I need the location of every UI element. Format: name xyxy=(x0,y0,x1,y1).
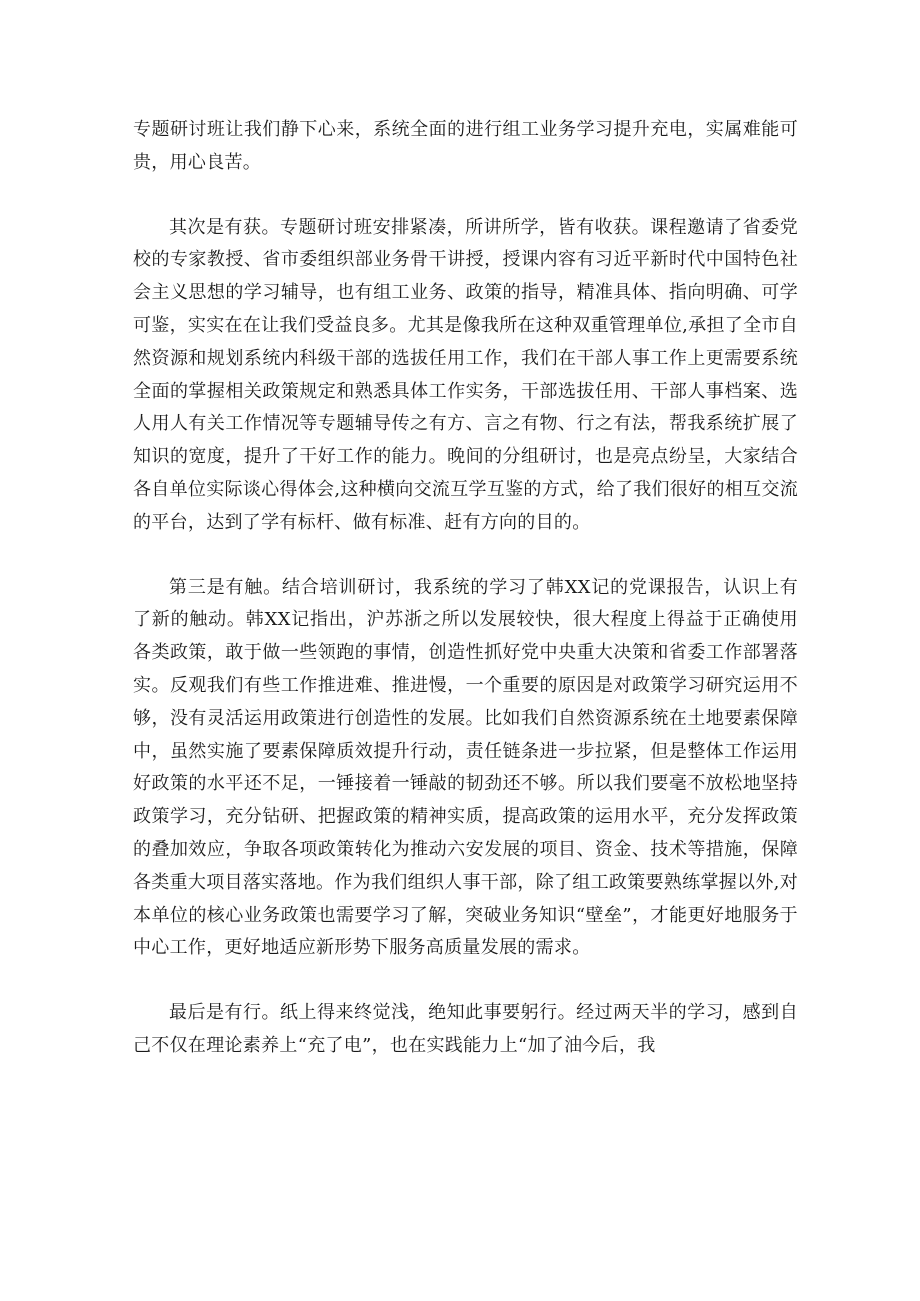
paragraph-last-action: 最后是有行。纸上得来终觉浅，绝知此事要躬行。经过两天半的学习，感到自己不仅在理论素养上“充了电”，也在实践能力上“加了油今后，我 xyxy=(133,1002,798,1056)
document-body xyxy=(133,114,798,1095)
paragraph-continuation: 专题研讨班让我们静下心来，系统全面的进行组工业务学习提升充电，实属难能可贵，用心良苦。 xyxy=(133,119,798,173)
paragraph-second-gain: 其次是有获。专题研讨班安排紧凑，所讲所学，皆有收获。课程邀请了省委党校的专家教授、省市委组织部业务骨干讲授，授课内容有习近平新时代中国特色社会主义思想的学习辅导，也有组工业务、政策的指导，精准具体、指向明确、可学可鉴，实实在在让我们受益良多。尤其是像我所在这种双重管理单位,承担了全市自然资源和规划系统内科级干部的选拔任用工作，我们在干部人事工作上更需要系统全面的掌握相关政策规定和熟悉具体工作实务，干部选拔任用、干部人事档案、选人用人有关工作情况等专题辅导传之有方、言之有物、行之有法，帮我系统扩展了知识的宽度，提升了干好工作的能力。晚间的分组研讨，也是亮点纷呈，大家结合各自单位实际谈心得体会,这种横向交流互学互鉴的方式，给了我们很好的相互交流的平台，达到了学有标杆、做有标准、赶有方向的目的。 xyxy=(133,216,798,533)
paragraph-third-touch: 第三是有触。结合培训研讨，我系统的学习了韩XX记的党课报告，认识上有了新的触动。韩XX记指出，沪苏浙之所以发展较快，很大程度上得益于正确使用各类政策，敢于做一些领跑的事情，创造性抓好党中央重大决策和省委工作部署落实。反观我们有些工作推进难、推进慢，一个重要的原因是对政策学习研究运用不够，没有灵活运用政策进行创造性的发展。比如我们自然资源系统在土地要素保障中，虽然实施了要素保障质效提升行动，责任链条进一步拉紧，但是整体工作运用好政策的水平还不足，一锤接着一锤敲的韧劲还不够。所以我们要毫不放松地坚持政策学习，充分钻研、把握政策的精神实质，提高政策的运用水平，充分发挥政策的叠加效应，争取各项政策转化为推动六安发展的项目、资金、技术等措施，保障各类重大项目落实落地。作为我们组织人事干部，除了组工政策要熟练掌握以外,对本单位的核心业务政策也需要学习了解，突破业务知识“壁垒”，才能更好地服务于中心工作，更好地适应新形势下服务高质量发展的需求。 xyxy=(133,576,798,959)
